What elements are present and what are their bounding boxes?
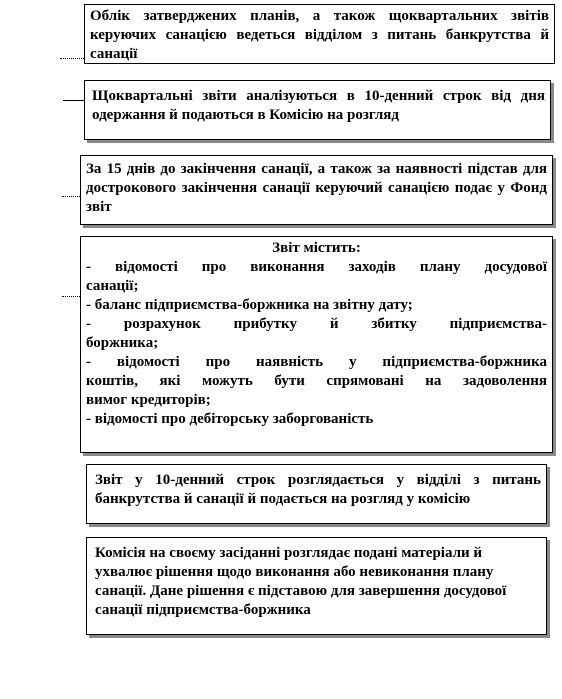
step-box-commission-decision xyxy=(86,537,547,635)
report-contents-line: боржника; xyxy=(86,335,159,351)
report-contents-line: - відомості про дебіторську заборгованість xyxy=(86,411,374,427)
step-text-commission-decision: Комісія на своєму засіданні розглядає подані матеріали й ухвалює рішення щодо виконання або невиконання плану санації. Дане рішення є підставою для завершення досудової санації підприємства-боржника xyxy=(95,545,507,618)
step-box-quarterly-reports xyxy=(84,80,551,140)
report-contents-line: вимог кредиторів; xyxy=(86,392,211,408)
report-contents-line: - відомості про виконання заходів плану досудової xyxy=(86,259,547,275)
connector-1 xyxy=(60,58,86,59)
report-contents-line: коштів, які можуть бути спрямовані на задоволення xyxy=(86,373,547,389)
report-contents-title: Звіт містить: xyxy=(272,240,361,256)
step-box-accounting xyxy=(84,4,555,64)
report-contents-line: - розрахунок прибутку й збитку підприємства- xyxy=(86,316,547,332)
report-contents-line: - баланс підприємства-боржника на звітну дату; xyxy=(86,297,413,313)
report-contents-line: санації; xyxy=(86,278,139,294)
step-text-department-review: Звіт у 10-денний строк розглядається у відділі з питань банкрутства й санації й подається на розгляд у комісію xyxy=(95,472,541,507)
step-text-quarterly-reports: Щоквартальні звіти аналізуються в 10-денний строк від дня одержання й подаються в Комісію на розгляд xyxy=(92,88,545,123)
step-box-final-report xyxy=(80,155,553,225)
step-text-final-report: За 15 днів до закінчення санації, а також за наявності підстав для дострокового закінчення санації керуючий санацією подає у Фонд звіт xyxy=(86,161,547,215)
step-box-report-contents xyxy=(80,236,553,453)
step-box-department-review xyxy=(86,464,547,524)
report-contents-line: - відомості про наявність у підприємства-боржника xyxy=(86,354,547,370)
connector-2 xyxy=(63,100,86,101)
step-text-accounting: Облік затверджених планів, а також щоквартальних звітів керуючих санацією ведеться відділом з питань банкрутства й санації xyxy=(90,8,549,62)
